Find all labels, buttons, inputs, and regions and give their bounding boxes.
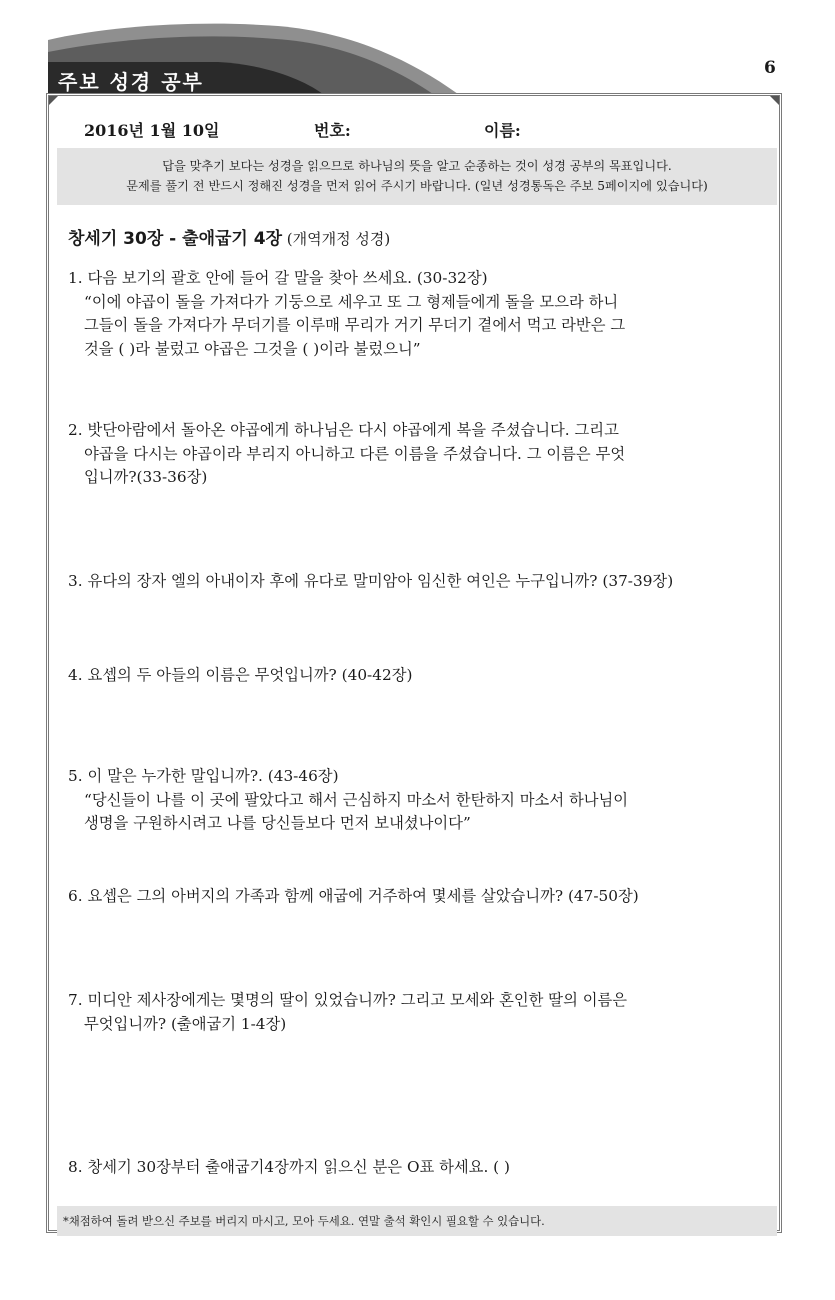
question-1 [68,267,774,361]
question-6 [68,885,774,909]
study-range: 창세기 30장 - 출애굽기 4장 [68,229,283,249]
question-5 [68,765,774,836]
question-3 [68,570,774,594]
question-text: 6. 요셉은 그의 아버지의 가족과 함께 애굽에 거주하여 몇세를 살았습니까? (47-50장) [68,887,639,905]
question-text: 무엇입니까? (출애굽기 1-4장) [84,1014,287,1033]
question-quote: 것을 ( )라 불렀고 야곱은 그것을 ( )이라 불렀으니” [84,339,421,358]
footer-note: *채점하여 돌려 받으신 주보를 버리지 마시고, 모아 두세요. 연말 출석 확인시 필요할 수 있습니다. [57,1206,777,1236]
page-number: 6 [764,58,776,78]
question-quote: “당신들이 나를 이 곳에 팔았다고 해서 근심하지 마소서 한탄하지 마소서 하나님이 [84,790,629,809]
question-quote: “이에 야곱이 돌을 가져다가 기둥으로 세우고 또 그 형제들에게 돌을 모으라 하니 [84,292,619,311]
question-text: 3. 유다의 장자 엘의 아내이자 후에 유다로 말미암아 임신한 여인은 누구입니까? (37-39장) [68,572,674,590]
question-quote: 생명을 구원하시려고 나를 당신들보다 먼저 보내셨나이다” [84,814,471,832]
question-text: 4. 요셉의 두 아들의 이름은 무엇입니까? (40-42장) [68,666,413,684]
notice-box [57,148,777,205]
date: 2016년 1월 10일 [84,121,220,140]
corner-mark [770,96,779,105]
question-4 [68,664,774,688]
number-label: 번호: [314,121,351,140]
question-quote: 그들이 돌을 가져다가 무더기를 이루매 무리가 거기 무더기 곁에서 먹고 라반은 그 [84,316,626,334]
question-7 [68,989,774,1036]
name-label: 이름: [484,121,521,140]
question-text: 2. 밧단아람에서 돌아온 야곱에게 하나님은 다시 야곱에게 복을 주셨습니다. 그리고 [68,421,619,439]
question-text: 야곱을 다시는 야곱이라 부리지 아니하고 다른 이름을 주셨습니다. 그 이름은 무엇 [84,444,626,463]
notice-line: 답을 맞추기 보다는 성경을 읽으므로 하나님의 뜻을 알고 순종하는 것이 성경 공부의 목표입니다. [162,159,672,173]
study-title [68,224,390,249]
question-2 [68,419,774,490]
section-title: 주보 성경 공부 [58,70,204,94]
bible-version: (개역개정 성경) [282,230,391,248]
content-frame [46,93,782,1233]
notice-line: 문제를 풀기 전 반드시 정해진 성경을 먼저 읽어 주시기 바랍니다. (일년 성경통독은 주보 5페이지에 있습니다) [126,179,708,193]
corner-mark [49,96,58,105]
question-text: 7. 미디안 제사장에게는 몇명의 딸이 있었습니까? 그리고 모세와 혼인한 딸의 이름은 [68,991,628,1009]
question-8 [68,1156,774,1180]
question-text: 5. 이 말은 누가한 말입니까?. (43-46장) [68,767,339,785]
question-text: 1. 다음 보기의 괄호 안에 들어 갈 말을 찾아 쓰세요. (30-32장) [68,269,488,287]
question-text: 입니까?(33-36장) [84,468,208,486]
question-text: 8. 창세기 30장부터 출애굽기4장까지 읽으신 분은 O표 하세요. ( ) [68,1158,510,1176]
